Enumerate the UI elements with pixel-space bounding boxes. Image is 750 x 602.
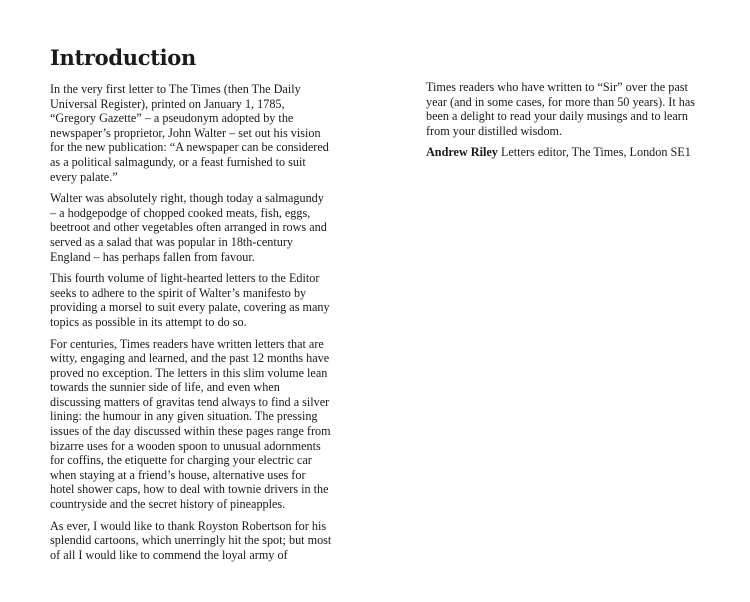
intro-paragraph-3: This fourth volume of light-hearted letters to the Editor seeks to adhere to the spirit of Walter’s manifesto by providing a morsel to suit every palate, covering as many topics as possible in its attempt to do so. <box>50 271 330 329</box>
intro-paragraph-4: For centuries, Times readers have written letters that are witty, engaging and learned, and the past 12 months have proved no exception. The letters in this slim volume lean towards the sunnier side of life, and even when discussing matters of gravitas tend always to find a silver lining: the humour in any given situation. The pressing issues of the day discussed within these pages range from bizarre uses for a wooden spoon to unusual adornments for coffins, the etiquette for charging your electric car when staying at a friend’s house, alternative uses for hotel shower caps, how to deal with townie drivers in the countryside and the secret history of pineapples. <box>50 336 331 512</box>
left-page <box>50 44 332 569</box>
intro-paragraph-1: In the very first letter to The Times (then The Daily Universal Register), printed on January 1, 1785, “Gregory Gazette” – a pseudonym adopted by the newspaper’s proprietor, John Walter – set out his vision for the new publication: “A newspaper can be considered as a political salmagundy, or a feast furnished to suit every palate.” <box>50 82 329 184</box>
page-title: Introduction <box>50 45 196 70</box>
right-page <box>426 80 708 160</box>
signature-name: Andrew Riley <box>426 145 498 160</box>
continued-paragraph: Times readers who have written to “Sir” over the past year (and in some cases, for more than 50 years). It has been a delight to read your daily musings and to learn from your distilled wisdom. <box>426 80 696 138</box>
intro-paragraph-5: As ever, I would like to thank Royston Robertson for his splendid cartoons, which unerringly hit the spot; but most of all I would like to commend the loyal army of <box>50 518 332 562</box>
intro-paragraph-2: Walter was absolutely right, though today a salmagundy – a hodgepodge of chopped cooked meats, fish, eggs, beetroot and other vegetables often arranged in rows and served as a salad that was popular in 18th-century England – has perhaps fallen from favour. <box>50 191 327 264</box>
signature <box>426 145 708 160</box>
signature-title: Letters editor, The Times, London SE1 <box>500 145 691 160</box>
